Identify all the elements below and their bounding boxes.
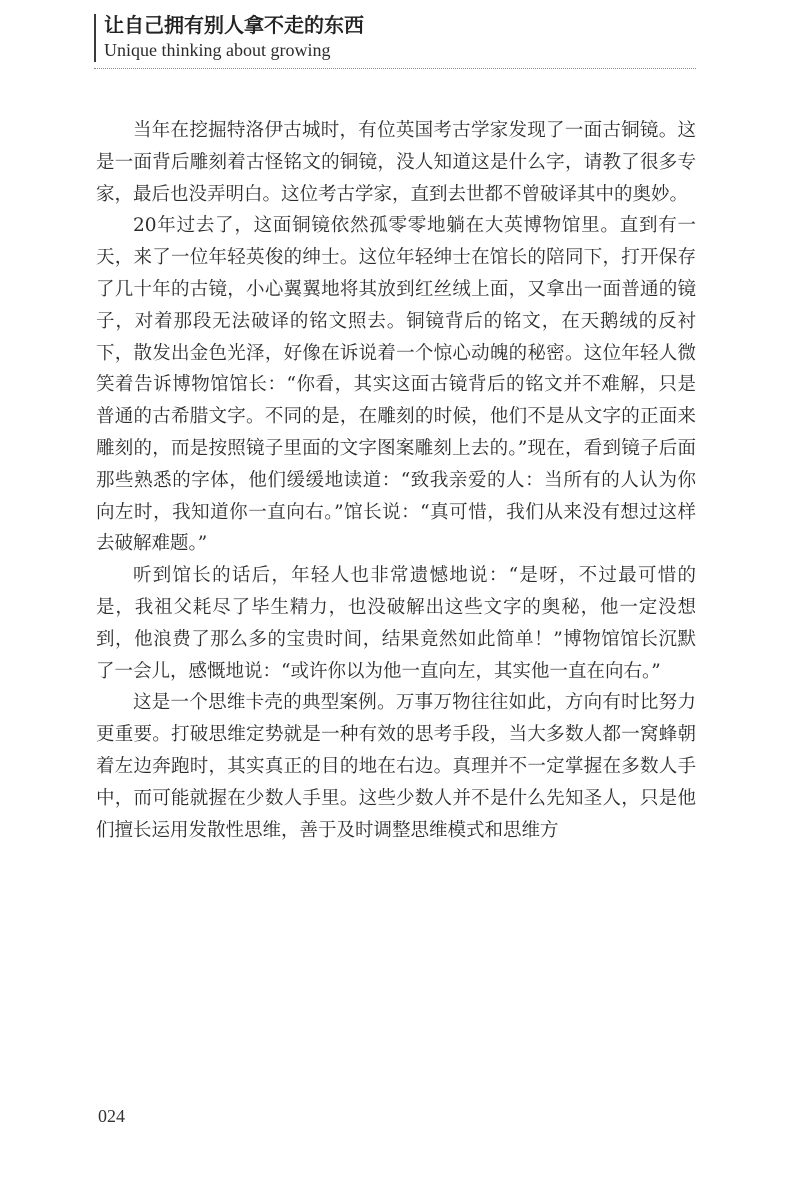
header-dotted-divider — [94, 68, 696, 69]
book-subtitle: Unique thinking about growing — [104, 40, 331, 60]
book-title: 让自己拥有别人拿不走的东西 — [104, 13, 364, 37]
header-vertical-rule — [94, 14, 96, 62]
paragraph-1: 当年在挖掘特洛伊古城时，有位英国考古学家发现了一面古铜镜。这是一面背后雕刻着古怪铭文的铜镜，没人知道这是什么字，请教了很多专家，最后也没弄明白。这位考古学家，直到去世都不曾破译其中的奥妙。 — [96, 120, 696, 205]
paragraph-3: 听到馆长的话后，年轻人也非常遗憾地说：“是呀，不过最可惜的是，我祖父耗尽了毕生精力，也没破解出这些文字的奥秘，他一定没想到，他浪费了那么多的宝贵时间，结果竟然如此简单！”博物馆馆长沉默了一会儿，感慨地说：“或许你以为他一直向左，其实他一直在向右。” — [96, 565, 696, 682]
paragraph-4: 这是一个思维卡壳的典型案例。万事万物往往如此，方向有时比努力更重要。打破思维定势就是一种有效的思考手段，当大多数人都一窝蜂朝着左边奔跑时，其实真正的目的地在右边。真理并不一定掌握在多数人手中，而可能就握在少数人手里。这些少数人并不是什么先知圣人，只是他们擅长运用发散性思维，善于及时调整思维模式和思维方 — [96, 692, 696, 841]
paragraph-2: 20年过去了，这面铜镜依然孤零零地躺在大英博物馆里。直到有一天，来了一位年轻英俊的绅士。这位年轻绅士在馆长的陪同下，打开保存了几十年的古镜，小心翼翼地将其放到红丝绒上面，又拿出一面普通的镜子，对着那段无法破译的铭文照去。铜镜背后的铭文，在天鹅绒的反衬下，散发出金色光泽，好像在诉说着一个惊心动魄的秘密。这位年轻人微笑着告诉博物馆馆长：“你看，其实这面古镜背后的铭文并不难解，只是普通的古希腊文字。不同的是，在雕刻的时候，他们不是从文字的正面来雕刻的，而是按照镜子里面的文字图案雕刻上去的。”现在，看到镜子后面那些熟悉的字体，他们缓缓地读道：“致我亲爱的人：当所有的人认为你向左时，我知道你一直向右。”馆长说：“真可惜，我们从来没有想过这样去破解难题。” — [96, 215, 696, 555]
page-number: 024 — [98, 1106, 125, 1126]
body-text — [96, 115, 696, 846]
running-header — [94, 12, 696, 68]
